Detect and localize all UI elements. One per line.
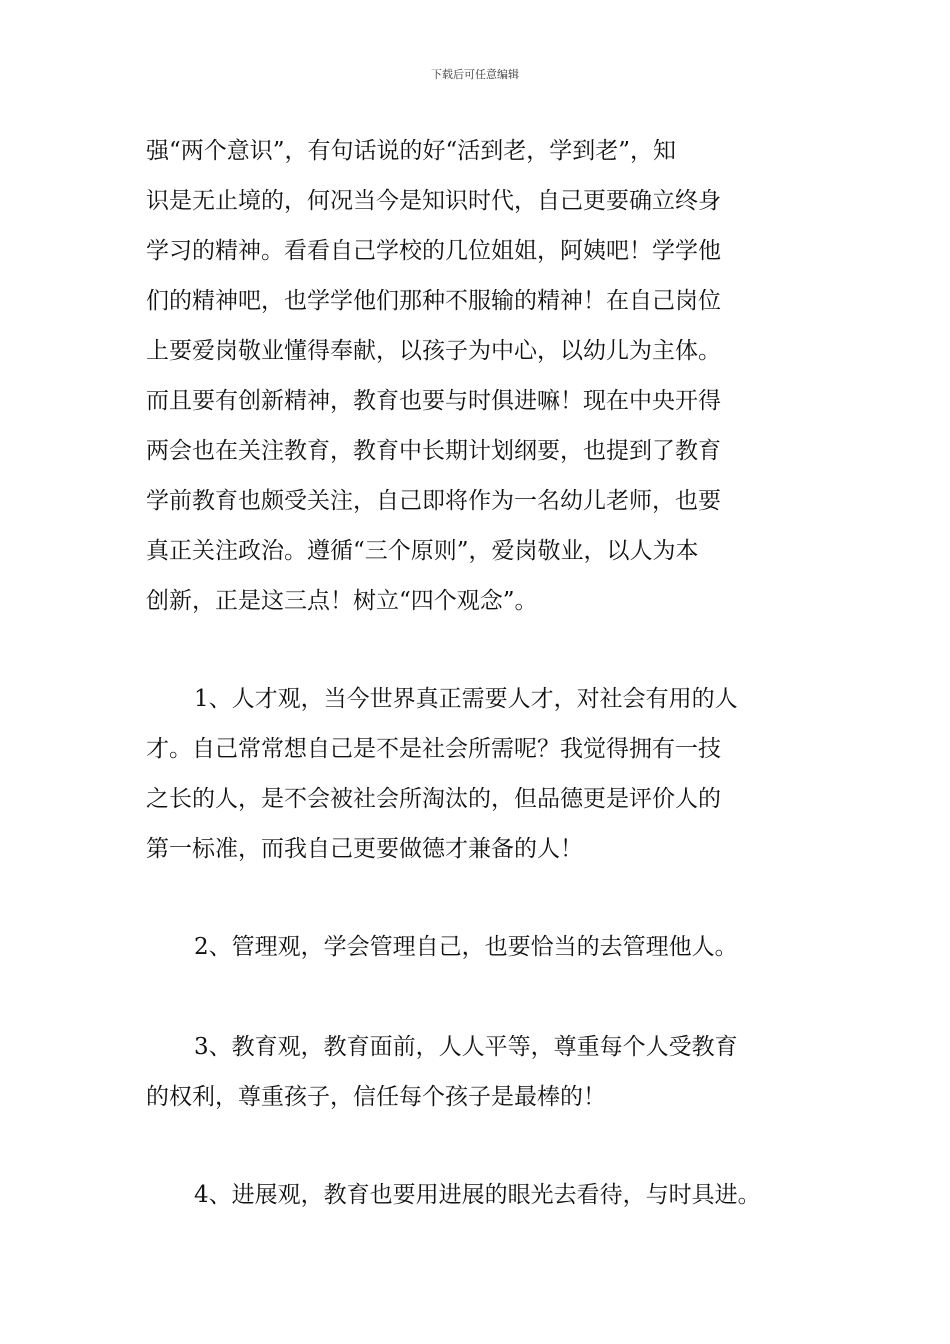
paragraph-1-line-4: 们的精神吧，也学学他们那种不服输的精神！在自己岗位 [146,288,721,314]
paragraph-1-line-9: 真正关注政治。遵循“三个原则”，爱岗敬业，以人为本 [146,538,699,564]
paragraph-1-line-8: 学前教育也颇受关注，自己即将作为一名幼儿老师，也要 [146,488,721,514]
paragraph-3-line-1: 2、管理观，学会管理自己，也要恰当的去管理他人。 [194,934,738,960]
paragraph-1-line-7: 两会也在关注教育，教育中长期计划纲要，也提到了教育 [146,438,721,464]
paragraph-1-line-5: 上要爱岗敬业懂得奉献，以孩子为中心，以幼儿为主体。 [146,338,721,364]
paragraph-1-line-6: 而且要有创新精神，教育也要与时俱进嘛！现在中央开得 [146,388,721,414]
paragraph-2-line-1: 1、人才观，当今世界真正需要人才，对社会有用的人 [194,686,738,712]
paragraph-2-line-4: 第一标准，而我自己更要做德才兼备的人！ [146,836,583,862]
paragraph-5-line-1: 4、进展观，教育也要用进展的眼光去看待，与时具进。 [194,1182,761,1208]
paragraph-1-line-1: 强“两个意识”，有句话说的好“活到老，学到老”，知 [146,138,677,164]
paragraph-1-line-2: 识是无止境的，何况当今是知识时代，自己更要确立终身 [146,188,721,214]
paragraph-1-line-3: 学习的精神。看看自己学校的几位姐姐，阿姨吧！学学他 [146,238,721,264]
paragraph-4-line-1: 3、教育观，教育面前，人人平等，尊重每个人受教育 [194,1034,738,1060]
page-header: 下载后可任意编辑 [431,68,519,81]
paragraph-4-line-2: 的权利，尊重孩子，信任每个孩子是最棒的！ [146,1084,606,1110]
paragraph-2-line-2: 才。自己常常想自己是不是社会所需呢？我觉得拥有一技 [146,736,721,762]
paragraph-1-line-10: 创新，正是这三点！树立“四个观念”。 [146,588,538,614]
paragraph-2-line-3: 之长的人，是不会被社会所淘汰的，但品德更是评价人的 [146,786,721,812]
